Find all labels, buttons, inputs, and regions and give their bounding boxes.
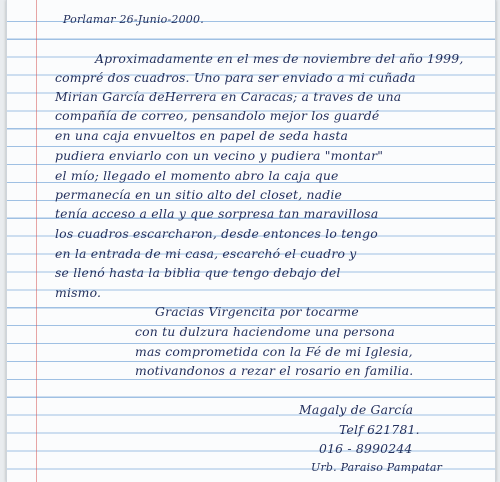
text-line: tenía acceso a ella y que sorpresa tan maravillosa	[55, 206, 379, 221]
lined-paper-sheet	[6, 0, 496, 482]
text-line: mas comprometida con la Fé de mi Iglesia,	[135, 344, 413, 359]
letter-date: Porlamar 26-Junio-2000.	[63, 13, 204, 26]
text-line: con tu dulzura haciendome una persona	[135, 324, 395, 339]
text-line: compré dos cuadros. Uno para ser enviado a mi cuñada	[55, 70, 416, 85]
text-line: mismo.	[55, 285, 102, 300]
signature-address: Urb. Paraiso Pampatar	[311, 461, 443, 474]
signature-phone: Telf 621781.	[339, 422, 420, 437]
text-line: permanecía en un sitio alto del closet, nadie	[55, 187, 343, 202]
text-line: los cuadros escarcharon, desde entonces lo tengo	[55, 226, 378, 241]
text-line: Gracias Virgencita por tocarme	[155, 304, 359, 319]
text-line: se llenó hasta la biblia que tengo debajo del	[55, 265, 341, 280]
signature-mobile: 016 - 8990244	[319, 441, 413, 456]
text-line: motivandonos a rezar el rosario en familia.	[135, 363, 414, 378]
text-line: Mirian García deHerrera en Caracas; a traves de una	[55, 89, 402, 104]
text-line: en una caja envueltos en papel de seda hasta	[55, 128, 349, 143]
text-line: pudiera enviarlo con un vecino y pudiera "montar"	[55, 148, 384, 163]
signature-name: Magaly de García	[299, 402, 414, 417]
text-line: Aproximadamente en el mes de noviembre del año 1999,	[95, 51, 464, 66]
text-line: el mío; llegado el momento abro la caja que	[55, 168, 339, 183]
text-line: en la entrada de mi casa, escarchó el cuadro y	[55, 246, 357, 261]
text-line: compañía de correo, pensandolo mejor los guardé	[55, 108, 380, 123]
